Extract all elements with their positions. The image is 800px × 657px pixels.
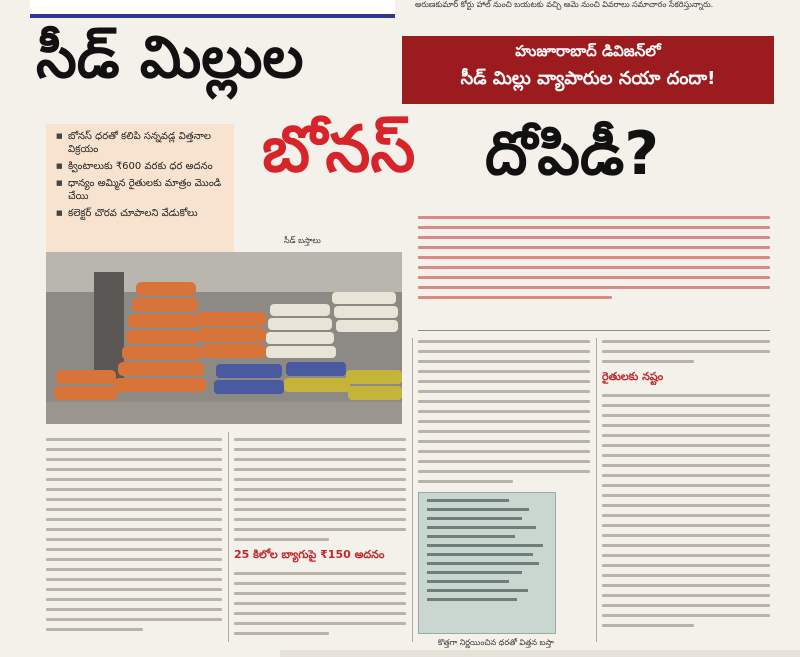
deck-box <box>402 36 774 104</box>
top-color-strip <box>30 0 395 18</box>
subhead-loss: రైతులకు నష్టం <box>602 370 664 383</box>
headline-tail: దోపిడీ? <box>485 119 660 189</box>
headline-highlight: బోనస్ <box>262 113 416 187</box>
seed-bags-photo <box>46 252 402 424</box>
highlights-box <box>46 124 234 252</box>
highlight-item: ■ క్వింటాలుకు ₹600 వరకు ధర అదనం <box>66 160 228 173</box>
seed-packet-caption: కొత్తగా నిర్ణయించిన ధరతో విత్తన బస్తా <box>438 638 554 647</box>
article-column-1 <box>46 438 222 638</box>
article-column-2 <box>234 438 406 642</box>
top-article-snippet: అరుణకుమార్ కోర్టు హాల్ నుంచి బయటకు వచ్చి ఆమె నుంచి వివరాలు సమాచారం సేకరిస్తున్నారు. <box>415 0 714 9</box>
headline-main: సీడ్ మిల్లుల <box>36 23 304 91</box>
subhead-price: 25 కిలోల బ్యాగుపై ₹150 అదనం <box>234 548 385 561</box>
column-divider <box>228 432 229 642</box>
seed-bags-illustration <box>46 252 402 424</box>
intro-paragraph <box>418 216 770 328</box>
divider-horizontal <box>418 330 770 331</box>
highlight-item: ■ కలెక్టర్ చొరవ చూపాలని వేడుకోలు <box>66 207 228 220</box>
column-divider <box>412 338 413 642</box>
bottom-edge-strip <box>280 650 800 657</box>
deck-line-1: హుజూరాబాద్ డివిజన్‌లో <box>515 42 661 60</box>
photo-caption: సీడ్ బస్తాలు <box>284 236 321 245</box>
article-column-3 <box>418 340 590 490</box>
deck-line-2: సీడ్ మిల్లు వ్యాపారుల నయా దందా! <box>460 68 716 89</box>
highlights-list <box>56 130 228 220</box>
column-divider <box>596 338 597 642</box>
article-column-4 <box>602 340 770 634</box>
highlight-item: ■ ధాన్యం అమ్మిన రైతులకు మాత్రం మొండి చేయి <box>66 177 228 203</box>
highlight-item: ■ బోనస్ ధరతో కలిపి సన్నవడ్ల విత్తనాల విక్రయం <box>66 130 228 156</box>
seed-packet-photo <box>418 492 556 634</box>
